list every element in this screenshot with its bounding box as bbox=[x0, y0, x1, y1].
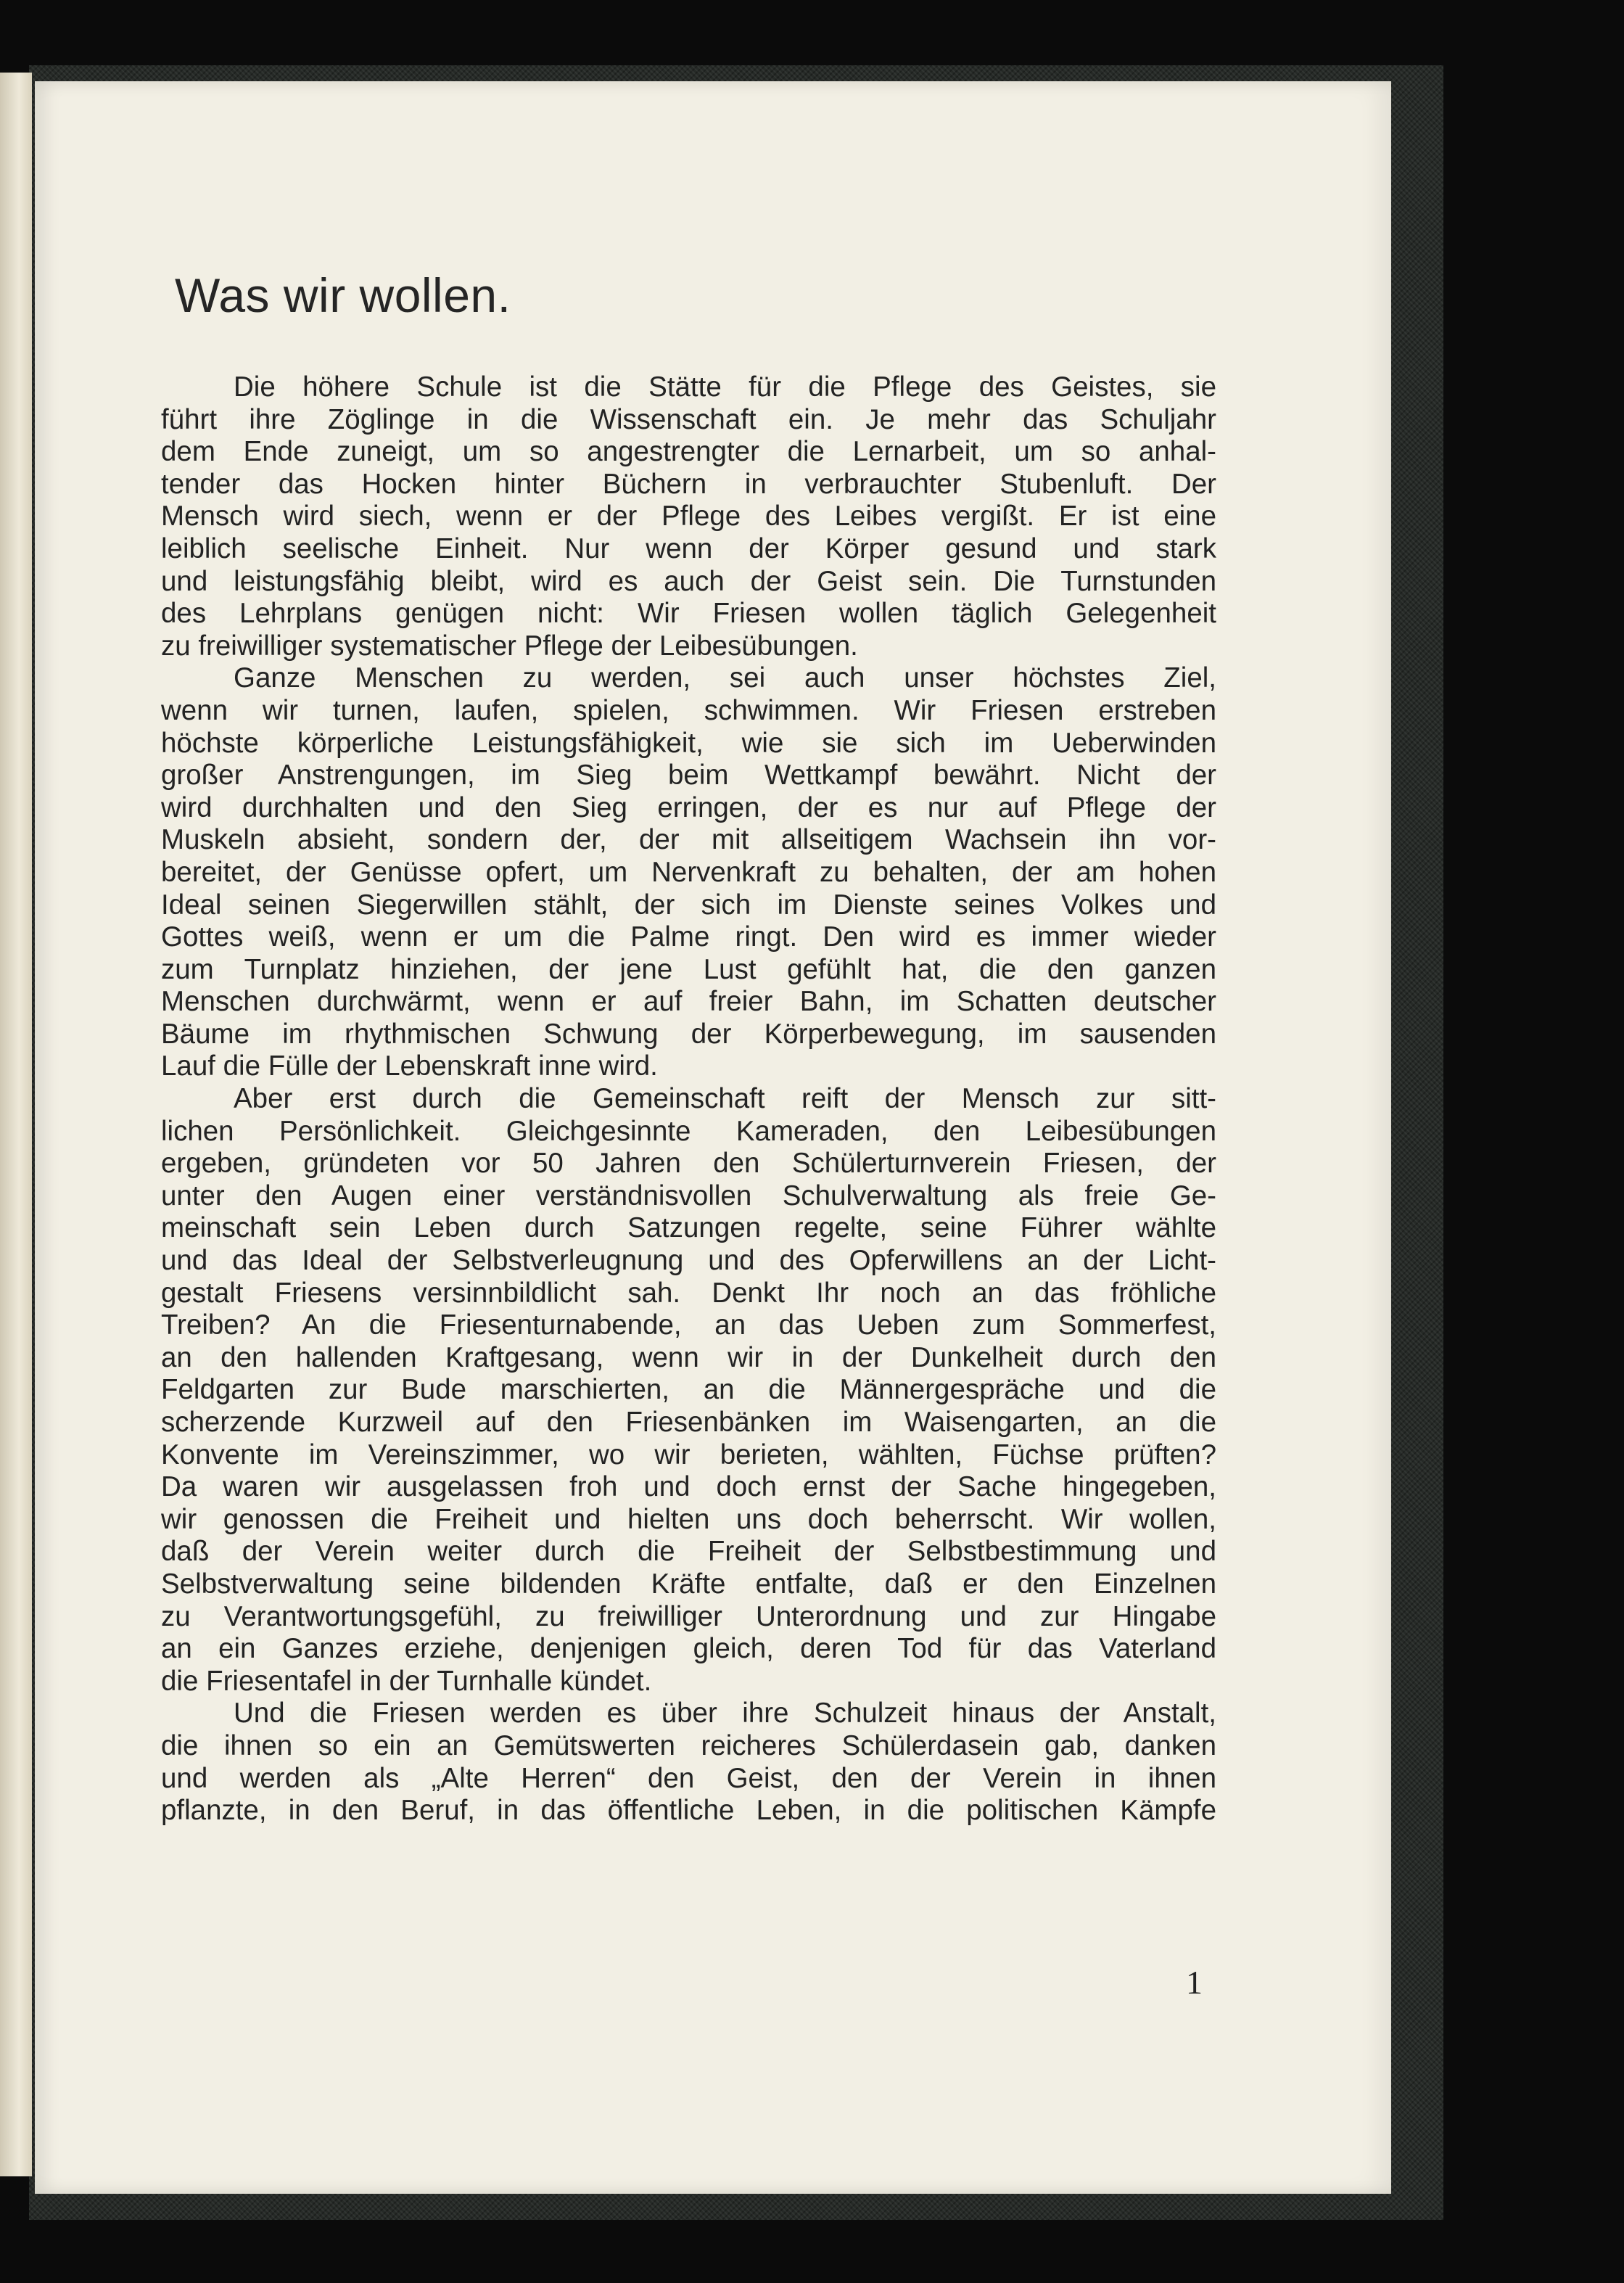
text-line: die Friesentafel in der Turnhalle kündet. bbox=[161, 1665, 652, 1697]
text-line: tender das Hocken hinter Büchern in verbrauchter Stubenluft. Der bbox=[161, 468, 1216, 500]
body-text bbox=[161, 371, 1216, 1827]
book-page bbox=[35, 81, 1391, 2194]
text-line: wird durchhalten und den Sieg erringen, der es nur auf Pflege der bbox=[161, 791, 1216, 823]
text-line: Da waren wir ausgelassen froh und doch ernst der Sache hingegeben, bbox=[161, 1471, 1216, 1503]
text-line: Bäume im rhythmischen Schwung der Körperbewegung, im sausenden bbox=[161, 1018, 1216, 1050]
text-line: bereitet, der Genüsse opfert, um Nervenkraft zu behalten, der am hohen bbox=[161, 856, 1216, 888]
text-line: lichen Persönlichkeit. Gleichgesinnte Kameraden, den Leibesübungen bbox=[161, 1115, 1216, 1147]
text-line: großer Anstrengungen, im Sieg beim Wettkampf bewährt. Nicht der bbox=[161, 760, 1216, 791]
text-line: zu Verantwortungsgefühl, zu freiwilliger Unterordnung und zur Hingabe bbox=[161, 1600, 1216, 1632]
text-line: Menschen durchwärmt, wenn er auf freier Bahn, im Schatten deutscher bbox=[161, 986, 1216, 1018]
text-line: Und die Friesen werden es über ihre Schulzeit hinaus der Anstalt, bbox=[234, 1698, 1216, 1729]
page-title: Was wir wollen. bbox=[175, 268, 511, 322]
text-line: zum Turnplatz hinziehen, der jene Lust gefühlt hat, die den ganzen bbox=[161, 953, 1216, 985]
text-line: die ihnen so ein an Gemütswerten reicheres Schülerdasein gab, danken bbox=[161, 1729, 1216, 1761]
text-line: Feldgarten zur Bude marschierten, an die Männergespräche und die bbox=[161, 1374, 1216, 1406]
text-line: daß der Verein weiter durch die Freiheit der Selbstbestimmung und bbox=[161, 1536, 1216, 1568]
text-line: Muskeln absieht, sondern der, der mit allseitigem Wachsein ihn vor- bbox=[161, 824, 1216, 856]
text-line: des Lehrplans genügen nicht: Wir Friesen wollen täglich Gelegenheit bbox=[161, 598, 1216, 630]
text-line: Mensch wird siech, wenn er der Pflege des Leibes vergißt. Er ist eine bbox=[161, 501, 1216, 532]
text-line: dem Ende zuneigt, um so angestrengter die Lernarbeit, um so anhal- bbox=[161, 436, 1216, 468]
text-line: und leistungsfähig bleibt, wird es auch der Geist sein. Die Turnstunden bbox=[161, 565, 1216, 597]
text-line: an ein Ganzes erziehe, denjenigen gleich, deren Tod für das Vaterland bbox=[161, 1633, 1216, 1665]
text-line: zu freiwilliger systematischer Pflege der Leibesübungen. bbox=[161, 630, 858, 662]
text-line: höchste körperliche Leistungsfähigkeit, wie sie sich im Ueberwinden bbox=[161, 727, 1216, 759]
text-line: Lauf die Fülle der Lebenskraft inne wird. bbox=[161, 1050, 658, 1082]
paragraph bbox=[161, 371, 1216, 662]
text-line: an den hallenden Kraftgesang, wenn wir in der Dunkelheit durch den bbox=[161, 1341, 1216, 1373]
text-line: meinschaft sein Leben durch Satzungen regelte, seine Führer wählte bbox=[161, 1212, 1216, 1244]
page-number: 1 bbox=[1186, 1964, 1203, 2001]
text-line: Ganze Menschen zu werden, sei auch unser höchstes Ziel, bbox=[234, 662, 1216, 694]
text-line: scherzende Kurzweil auf den Friesenbänken im Waisengarten, an die bbox=[161, 1407, 1216, 1438]
facing-page-edge bbox=[0, 73, 32, 2176]
text-line: leiblich seelische Einheit. Nur wenn der Körper gesund und stark bbox=[161, 532, 1216, 564]
paragraph bbox=[161, 1698, 1216, 1827]
text-line: und das Ideal der Selbstverleugnung und des Opferwillens an der Licht- bbox=[161, 1245, 1216, 1277]
text-line: Gottes weiß, wenn er um die Palme ringt. Den wird es immer wieder bbox=[161, 921, 1216, 953]
text-line: Die höhere Schule ist die Stätte für die Pflege des Geistes, sie bbox=[234, 371, 1216, 403]
text-line: Ideal seinen Siegerwillen stählt, der sich im Dienste seines Volkes und bbox=[161, 889, 1216, 921]
text-line: Konvente im Vereinszimmer, wo wir berieten, wählten, Füchse prüften? bbox=[161, 1439, 1216, 1470]
text-line: ergeben, gründeten vor 50 Jahren den Schülerturnverein Friesen, der bbox=[161, 1148, 1216, 1180]
text-line: Treiben? An die Friesenturnabende, an das Ueben zum Sommerfest, bbox=[161, 1309, 1216, 1341]
text-line: pflanzte, in den Beruf, in das öffentliche Leben, in die politischen Kämpfe bbox=[161, 1795, 1216, 1827]
text-line: und werden als „Alte Herren“ den Geist, den der Verein in ihnen bbox=[161, 1762, 1216, 1794]
paragraph bbox=[161, 662, 1216, 1083]
text-line: Aber erst durch die Gemeinschaft reift der Mensch zur sitt- bbox=[234, 1083, 1216, 1115]
text-line: Selbstverwaltung seine bildenden Kräfte entfalte, daß er den Einzelnen bbox=[161, 1568, 1216, 1600]
text-line: führt ihre Zöglinge in die Wissenschaft ein. Je mehr das Schuljahr bbox=[161, 403, 1216, 435]
text-line: wir genossen die Freiheit und hielten uns doch beherrscht. Wir wollen, bbox=[161, 1503, 1216, 1535]
text-line: gestalt Friesens versinnbildlicht sah. Denkt Ihr noch an das fröhliche bbox=[161, 1277, 1216, 1309]
text-line: wenn wir turnen, laufen, spielen, schwimmen. Wir Friesen erstreben bbox=[161, 694, 1216, 726]
text-line: unter den Augen einer verständnisvollen Schulverwaltung als freie Ge- bbox=[161, 1180, 1216, 1212]
paragraph bbox=[161, 1083, 1216, 1698]
